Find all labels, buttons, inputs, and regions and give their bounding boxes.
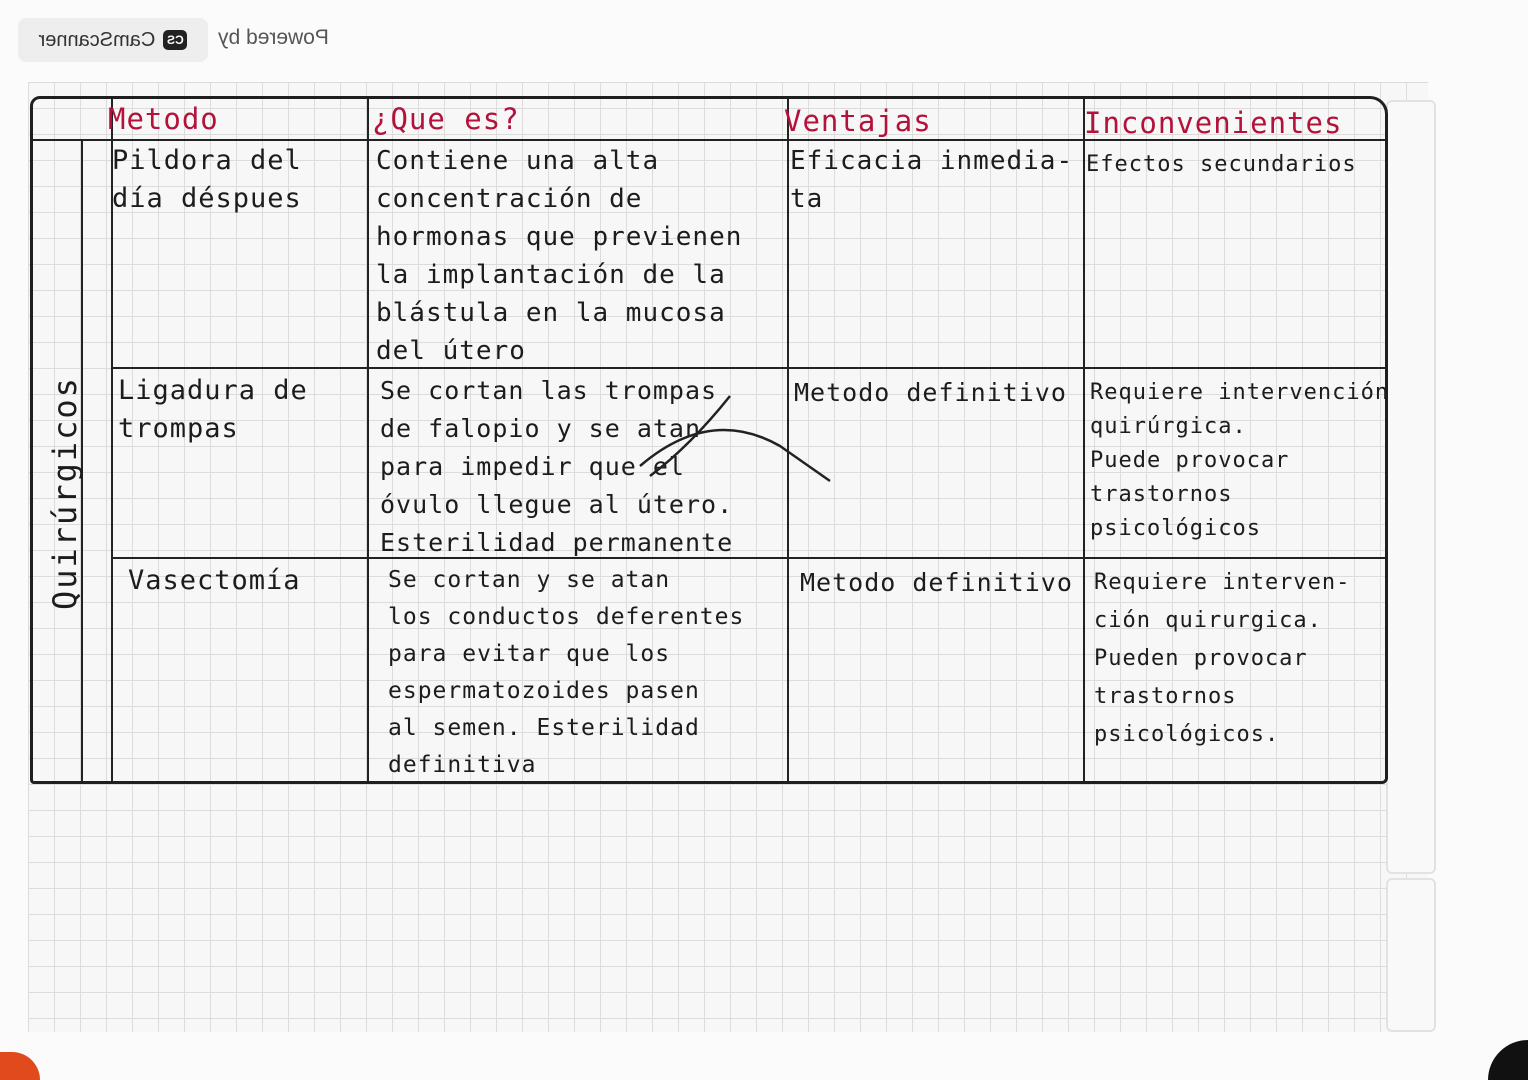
row3-method: Vasectomía	[128, 565, 301, 596]
row2-cons: Requiere intervención quirúrgica. Puede provocar trastornos psicológicos	[1090, 380, 1390, 541]
camscanner-logo-icon: CS	[163, 30, 187, 50]
row3-pros: Metodo definitivo	[800, 568, 1073, 597]
page-margin-strip	[1386, 100, 1436, 874]
header-method: Metodo	[108, 102, 219, 136]
header-what: ¿Que es?	[372, 102, 520, 136]
header-cons: Inconvenientes	[1084, 106, 1343, 140]
row1-method: Pildora del día déspues	[112, 145, 302, 214]
row2-what: Se cortan las trompas de falopio y se atan para impedir que el óvulo llegue al útero. Esterilidad permanente	[380, 376, 734, 557]
table-row-rule-1	[111, 367, 1385, 369]
row3-what: Se cortan y se atan los conductos deferentes para evitar que los espermatozoides pasen al semen. Esterilidad definitiva	[388, 567, 745, 778]
handwritten-strike-mark	[630, 386, 840, 486]
header-pros: Ventajas	[784, 104, 932, 138]
page-margin-strip-lower	[1386, 878, 1436, 1032]
table-divider-cons	[1083, 99, 1085, 781]
page-corner-dark	[1488, 1040, 1528, 1080]
row2-pros: Metodo definitivo	[794, 378, 1067, 407]
row2-method: Ligadura de trompas	[118, 375, 308, 444]
camscanner-brand: CamScanner	[38, 28, 156, 51]
category-label: Quirúrgicos	[46, 376, 84, 610]
page-corner-red	[0, 1052, 40, 1080]
table-divider-what	[367, 99, 369, 781]
table-row-rule-2	[111, 557, 1385, 559]
row3-cons: Requiere interven- ción quirurgica. Pueden provocar trastornos psicológicos.	[1094, 570, 1351, 747]
row1-pros: Eficacia inmedia- ta	[790, 146, 1074, 214]
camscanner-badge	[18, 18, 208, 62]
powered-by-label: Powered by	[218, 26, 329, 49]
row1-cons: Efectos secundarios	[1086, 152, 1357, 177]
row1-what: Contiene una alta concentración de hormonas que previenen la implantación de la blástula en la mucosa del útero	[376, 146, 743, 366]
